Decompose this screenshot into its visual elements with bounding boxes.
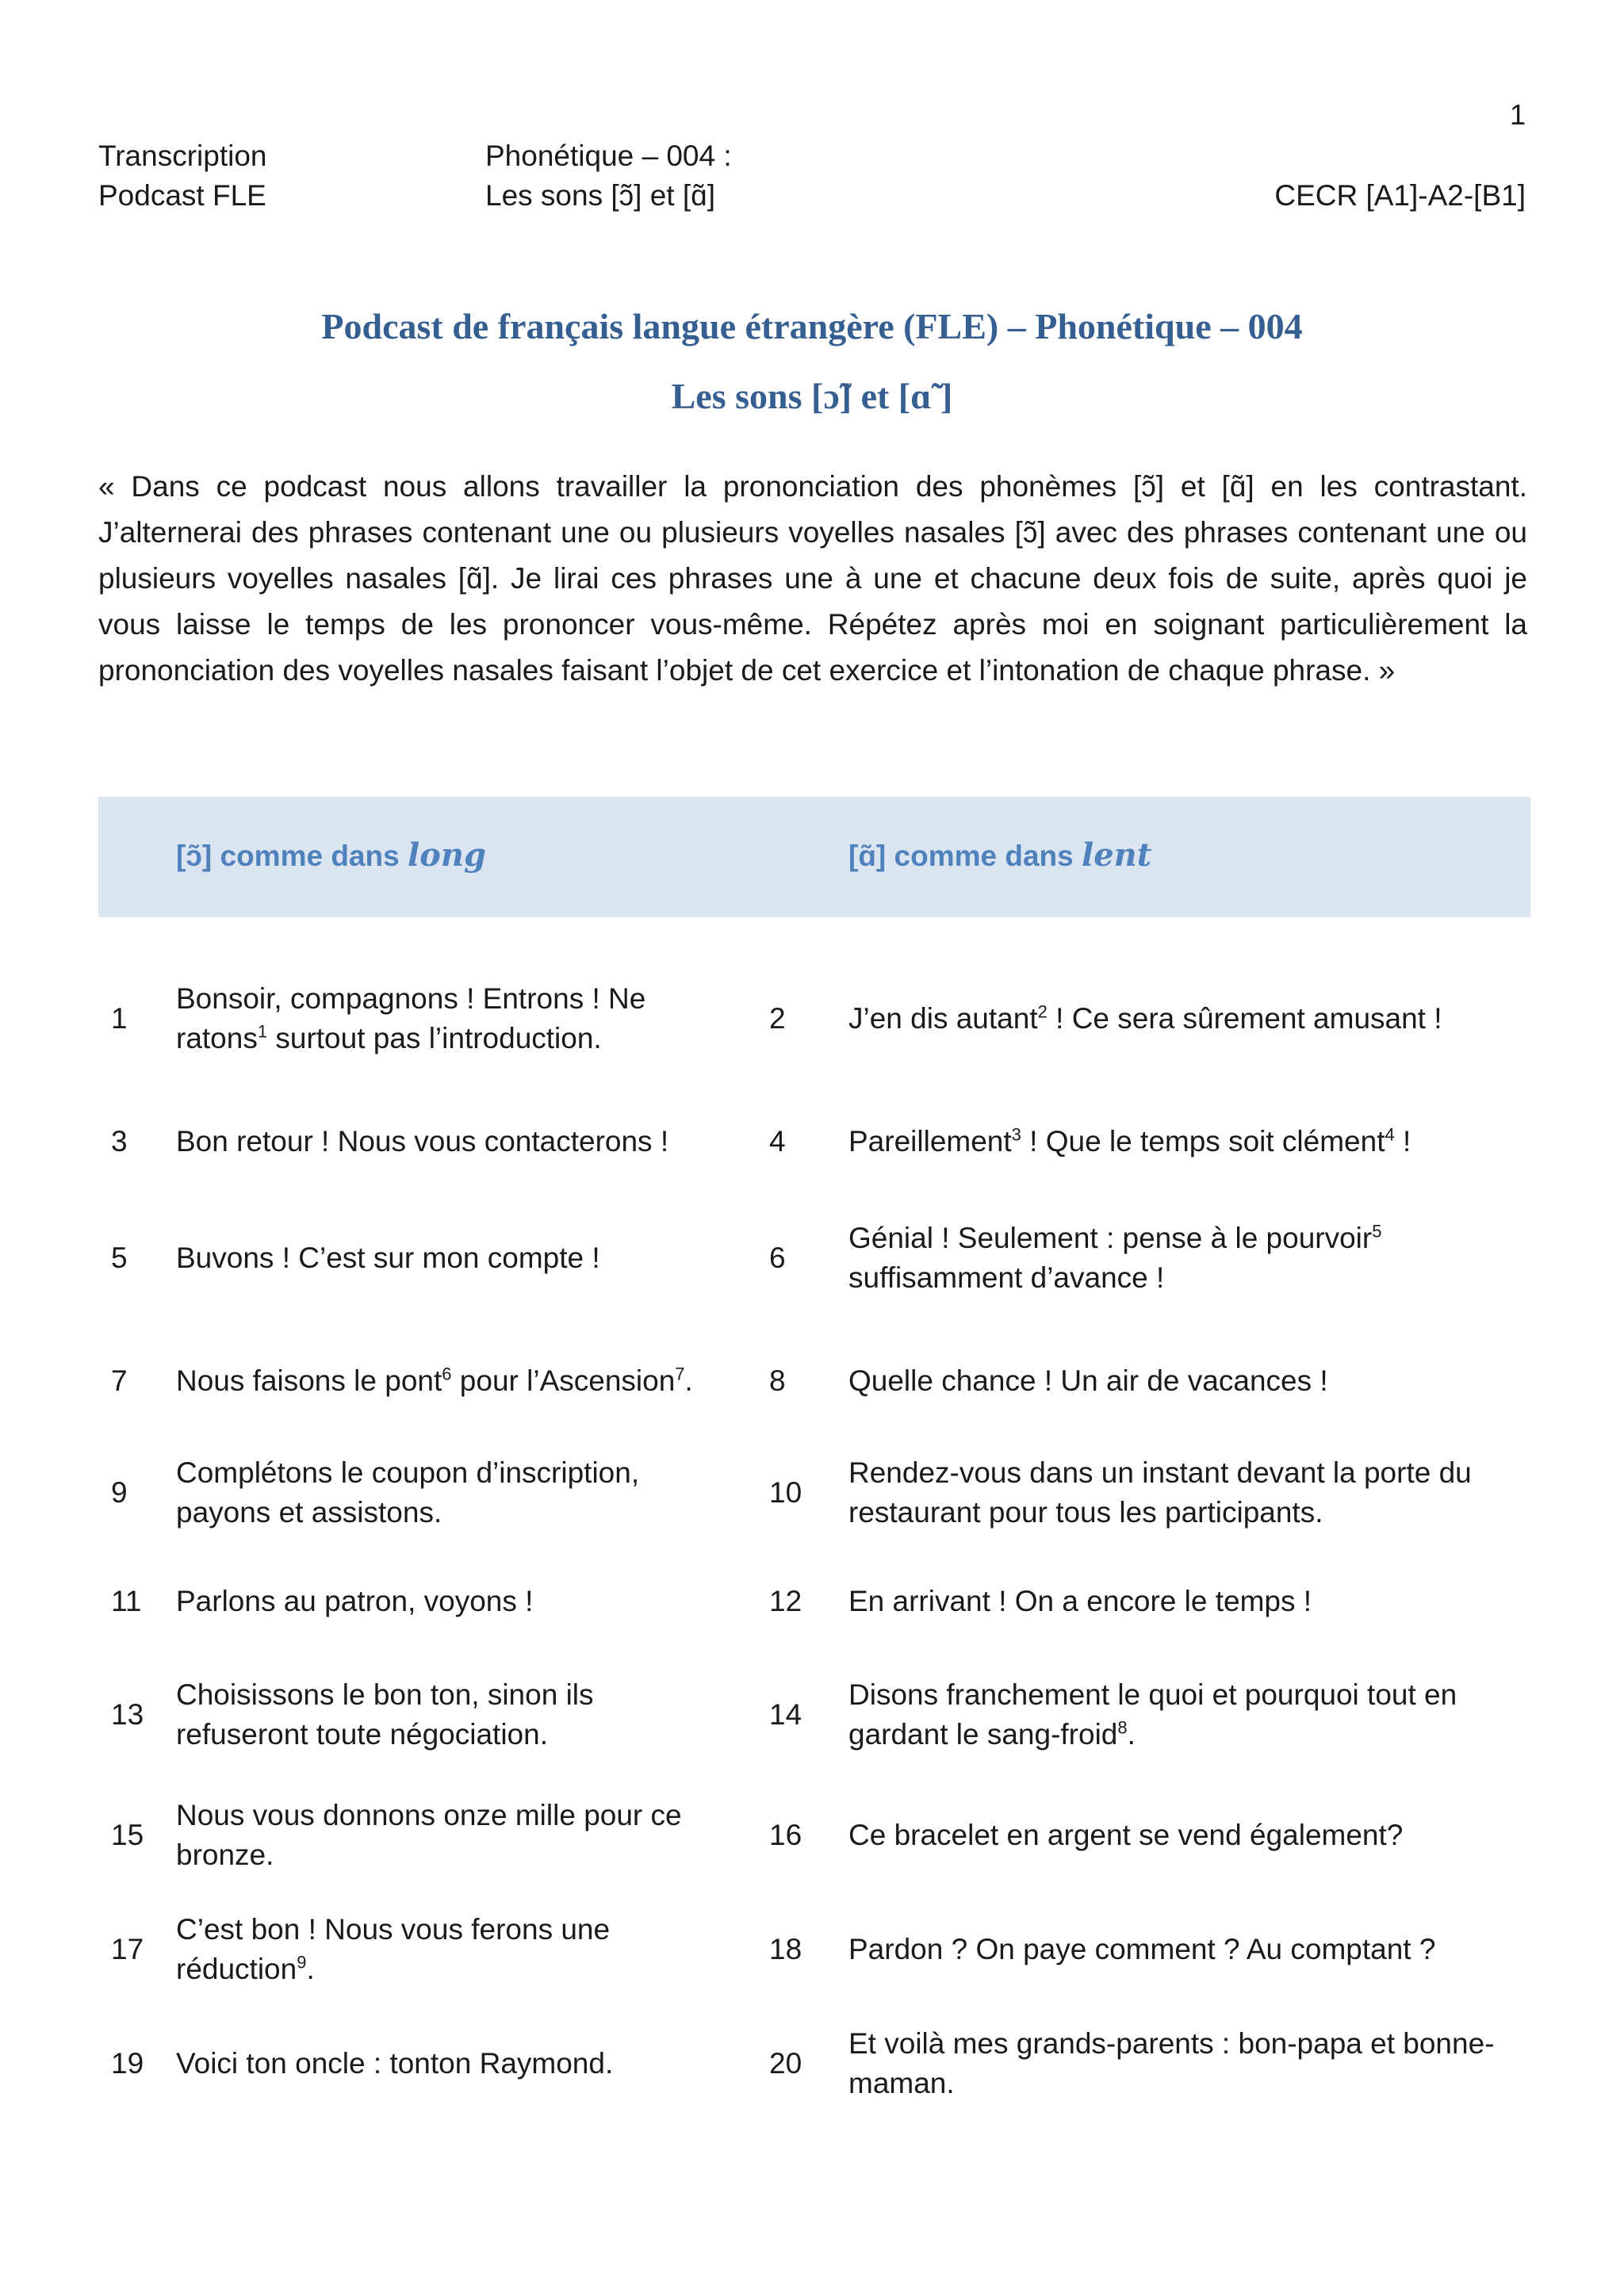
sentence-text: Disons franchement le quoi et pourquoi tout en gardant le sang-froid$^8$.	[848, 1678, 1457, 1751]
sentence-number: 1	[111, 1002, 128, 1035]
sentence-number: 10	[769, 1476, 802, 1509]
sentence-text: Et voilà mes grands-parents : bon-papa et bonne-maman.	[848, 2027, 1495, 2099]
sentence-number: 3	[111, 1125, 128, 1158]
sentence-text: Quelle chance ! Un air de vacances !	[848, 1364, 1328, 1397]
sentence-text: Complétons le coupon d’inscription, payons et assistons.	[176, 1456, 640, 1529]
sentence-number: 17	[111, 1933, 144, 1965]
sentence-text: Rendez-vous dans un instant devant la porte du restaurant pour tous les participants.	[848, 1456, 1472, 1529]
table-row	[98, 1906, 1530, 1993]
sentence-number: 15	[111, 1819, 144, 1851]
col2-prefix: [ɑ̃] comme dans	[848, 840, 1082, 872]
title-line1: Podcast de français langue étrangère (FLE) – Phonétique – 004	[321, 306, 1303, 346]
header-podcast-fle: Podcast FLE	[98, 179, 266, 212]
footnote-ref: 6	[442, 1364, 452, 1384]
page-number: 1	[1509, 98, 1526, 131]
footnote-ref: 7	[675, 1364, 685, 1384]
sentence-number: 8	[769, 1364, 786, 1397]
sentence-text: Nous faisons le pont$^6$ pour l’Ascension$^7$.	[176, 1364, 693, 1397]
sentence-number: 9	[111, 1476, 128, 1509]
footnote-ref: 3	[1011, 1124, 1021, 1145]
footnote-ref: 9	[297, 1952, 307, 1973]
sentence-text: Choisissons le bon ton, sinon ils refuseront toute négociation.	[176, 1678, 594, 1751]
header-transcription: Transcription	[98, 140, 267, 172]
intro-paragraph: « Dans ce podcast nous allons travailler la prononciation des phonèmes [ɔ̃] et [ɑ̃] en les contrastant. J’alternerai des phrases contenant une ou plusieurs voyelles nasales [ɔ̃] avec des phrases contenant une ou plusieurs voyelles nasales [ɑ̃]. Je lirai ces phrases une à une et chacune deux fois de suite, après quoi je vous laisse le temps de les prononcer vous-même. Répétez après moi en soignant particulièrement la prononciation des voyelles nasales faisant l’objet de cet exercice et l’intonation de chaque phrase. »	[98, 470, 1527, 687]
sentence-text: Pardon ? On paye comment ? Au comptant ?	[848, 1933, 1436, 1965]
sentence-text: En arrivant ! On a encore le temps !	[848, 1585, 1312, 1617]
table-row	[98, 1118, 1530, 1165]
sentence-number: 13	[111, 1698, 144, 1731]
table-header	[98, 797, 1530, 917]
col2-word: lent	[1082, 836, 1152, 874]
sentence-number: 20	[769, 2047, 802, 2080]
footnote-ref: 2	[1037, 1001, 1048, 1022]
sentence-text: J’en dis autant$^2$ ! Ce sera sûrement amusant !	[848, 1001, 1442, 1035]
table-row	[98, 1792, 1530, 1879]
sentence-number: 5	[111, 1242, 128, 1274]
sentence-number: 6	[769, 1242, 786, 1274]
sentence-text: Parlons au patron, voyons !	[176, 1585, 534, 1617]
sentence-number: 18	[769, 1933, 802, 1965]
title-line2: Les sons [ɔ̃] et [ɑ̃ ]	[671, 376, 953, 416]
header-left	[98, 136, 266, 216]
sentence-number: 12	[769, 1585, 802, 1617]
sentence-number: 11	[111, 1585, 142, 1617]
header-cecr: CECR [A1]-A2-[B1]	[1274, 179, 1526, 212]
sentence-number: 14	[769, 1698, 802, 1731]
sentence-text: Nous vous donnons onze mille pour ce bronze.	[176, 1799, 682, 1871]
sentence-number: 7	[111, 1364, 128, 1397]
header-center	[485, 136, 732, 216]
sentence-number: 19	[111, 2047, 144, 2080]
col1-prefix: [ɔ̃] comme dans	[176, 840, 408, 872]
sentence-text: Ce bracelet en argent se vend également?	[848, 1819, 1404, 1851]
table-header-col1	[176, 836, 486, 874]
table-row	[98, 1215, 1530, 1302]
table-row	[98, 1671, 1530, 1758]
sentence-number: 2	[769, 1002, 786, 1035]
sentence-text: C’est bon ! Nous vous ferons une réduction$^9$.	[176, 1913, 611, 1985]
document-title	[0, 292, 1624, 431]
footnote-ref: 1	[257, 1021, 268, 1042]
table-row	[98, 1357, 1530, 1405]
sentence-text: Bonsoir, compagnons ! Entrons ! Ne ratons$^1$ surtout pas l’introduction.	[176, 982, 646, 1054]
sentence-number: 16	[769, 1819, 802, 1851]
col1-word: long	[407, 836, 486, 874]
header-les-sons: Les sons [ɔ̃] et [ɑ̃]	[485, 179, 715, 212]
footnote-ref: 4	[1385, 1124, 1395, 1145]
sentence-text: Génial ! Seulement : pense à le pourvoir$^5$ suffisamment d’avance !	[848, 1221, 1382, 1294]
footnote-ref: 5	[1372, 1221, 1382, 1242]
footnote-ref: 8	[1117, 1717, 1128, 1738]
table-row	[98, 1449, 1530, 1536]
sentence-text: Bon retour ! Nous vous contacterons !	[176, 1125, 669, 1158]
table-row	[98, 975, 1530, 1062]
sentence-text: Buvons ! C’est sur mon compte !	[176, 1242, 600, 1274]
sentence-text: Pareillement$^3$ ! Que le temps soit clément$^4$ !	[848, 1124, 1411, 1158]
sentence-number: 4	[769, 1125, 786, 1158]
table-header-col2	[848, 836, 1151, 874]
table-row	[98, 2020, 1530, 2107]
sentence-text: Voici ton oncle : tonton Raymond.	[176, 2047, 614, 2080]
table-row	[98, 1578, 1530, 1625]
header-phonetique: Phonétique – 004 :	[485, 140, 732, 172]
